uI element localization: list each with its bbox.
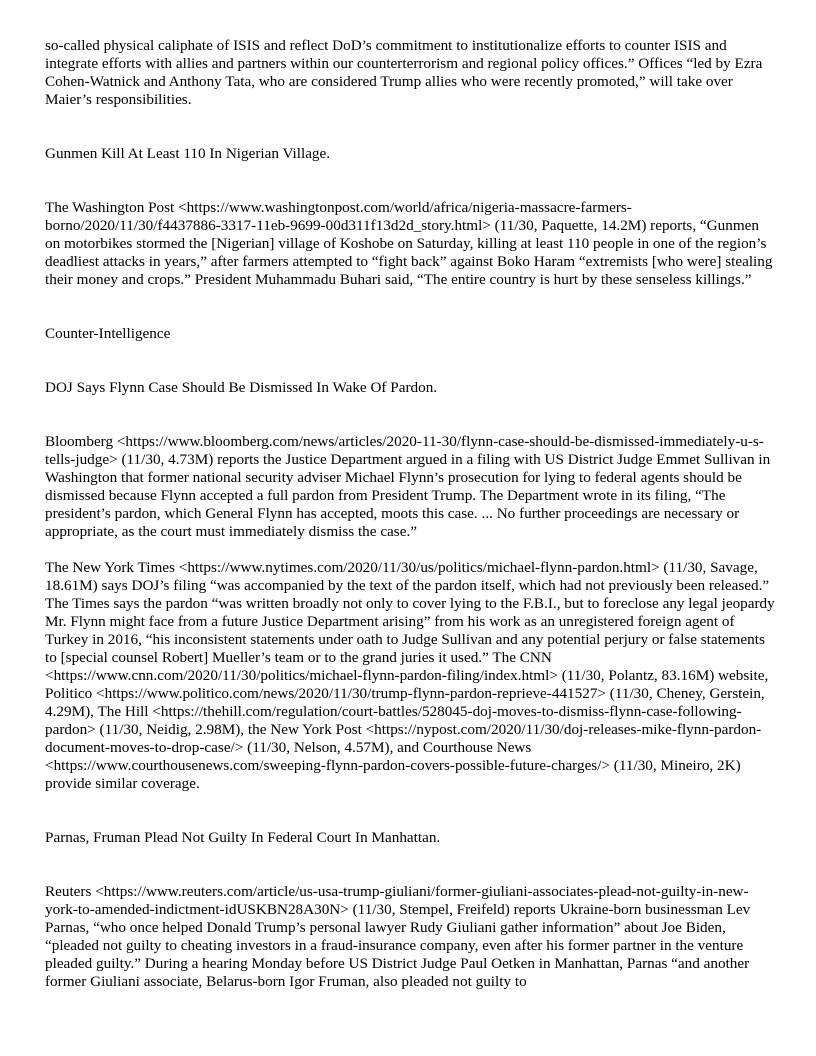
spacer xyxy=(45,163,775,199)
body-paragraph: Reuters <https://www.reuters.com/article/us-usa-trump-giuliani/former-giuliani-associates-plead-not-guilty-in-new-york-to-amended-indictment-idUSKBN28A30N> (11/30, Stempel, Freifeld) reports Ukraine-born businessman Lev Parnas, “who once helped Donald Trump’s personal lawyer Rudy Giuliani gather information” about Joe Biden, “pleaded not guilty to cheating investors in a fraud-insurance company, even after his former partner in the venture pleaded guilty.” During a hearing Monday before US District Judge Paul Oetken in Manhattan, Parnas “and another former Giuliani associate, Belarus-born Igor Fruman, also pleaded not guilty to xyxy=(45,883,751,990)
body-paragraph: The Washington Post <https://www.washingtonpost.com/world/africa/nigeria-massacre-farmers-borno/2020/11/30/f4437886-3317-11eb-9699-00d311f13d2d_story.html> (11/30, Paquette, 14.2M) reports, “Gunmen on motorbikes stormed the [Nigerian] village of Koshobe on Saturday, killing at least 110 people in one of the region’s deadliest attacks in years,” after farmers attempted to “fight back” against Boko Haram “extremists [who were] stealing their money and crops.” President Muhammadu Buhari said, “The entire country is hurt by these senseless killings.” xyxy=(45,199,773,288)
article-headline: DOJ Says Flynn Case Should Be Dismissed In Wake Of Pardon. xyxy=(45,379,438,396)
spacer xyxy=(45,109,775,145)
spacer xyxy=(45,847,775,883)
spacer xyxy=(45,541,775,559)
spacer xyxy=(45,397,775,433)
body-paragraph: so-called physical caliphate of ISIS and reflect DoD’s commitment to institutionalize efforts to counter ISIS and integrate efforts with allies and partners within our counterterrorism and regional policy offices.” Offices “led by Ezra Cohen-Watnick and Anthony Tata, who are considered Trump allies who were recently promoted,” will take over Maier’s responsibilities. xyxy=(45,37,763,108)
document-page xyxy=(45,37,775,991)
article-headline: Parnas, Fruman Plead Not Guilty In Federal Court In Manhattan. xyxy=(45,829,441,846)
article-headline: Gunmen Kill At Least 110 In Nigerian Village. xyxy=(45,145,331,162)
section-heading: Counter-Intelligence xyxy=(45,325,171,342)
body-paragraph: The New York Times <https://www.nytimes.com/2020/11/30/us/politics/michael-flynn-pardon.html> (11/30, Savage, 18.61M) says DOJ’s filing “was accompanied by the text of the pardon itself, which had not previously been released.” The Times says the pardon “was written broadly not only to cover lying to the F.B.I., but to foreclose any legal jeopardy Mr. Flynn might face from a future Justice Department arising” from his work as an unregistered foreign agent of Turkey in 2016, “his inconsistent statements under oath to Judge Sullivan and any potential perjury or false statements to [special counsel Robert] Mueller’s team or to the grand juries it used.” The CNN <https://www.cnn.com/2020/11/30/politics/michael-flynn-pardon-filing/index.html> (11/30, Polantz, 83.16M) website, Politico <https://www.politico.com/news/2020/11/30/trump-flynn-pardon-reprieve-441527> (11/30, Cheney, Gerstein, 4.29M), The Hill <https://thehill.com/regulation/court-battles/528045-doj-moves-to-dismiss-flynn-case-following-pardon> (11/30, Neidig, 2.98M), the New York Post <https://nypost.com/2020/11/30/doj-releases-mike-flynn-pardon-document-moves-to-drop-case/> (11/30, Nelson, 4.57M), and Courthouse News <https://www.courthousenews.com/sweeping-flynn-pardon-covers-possible-future-charges/> (11/30, Mineiro, 2K) provide similar coverage. xyxy=(45,559,775,792)
spacer xyxy=(45,793,775,829)
spacer xyxy=(45,343,775,379)
body-paragraph: Bloomberg <https://www.bloomberg.com/news/articles/2020-11-30/flynn-case-should-be-dismissed-immediately-u-s-tells-judge> (11/30, 4.73M) reports the Justice Department argued in a filing with US District Judge Emmet Sullivan in Washington that former national security adviser Michael Flynn’s prosecution for lying to federal agents should be dismissed because Flynn accepted a full pardon from President Trump. The Department wrote in its filing, “The president’s pardon, which General Flynn has accepted, moots this case. ... No further proceedings are necessary or appropriate, as the court must immediately dismiss the case.” xyxy=(45,433,771,540)
spacer xyxy=(45,289,775,325)
